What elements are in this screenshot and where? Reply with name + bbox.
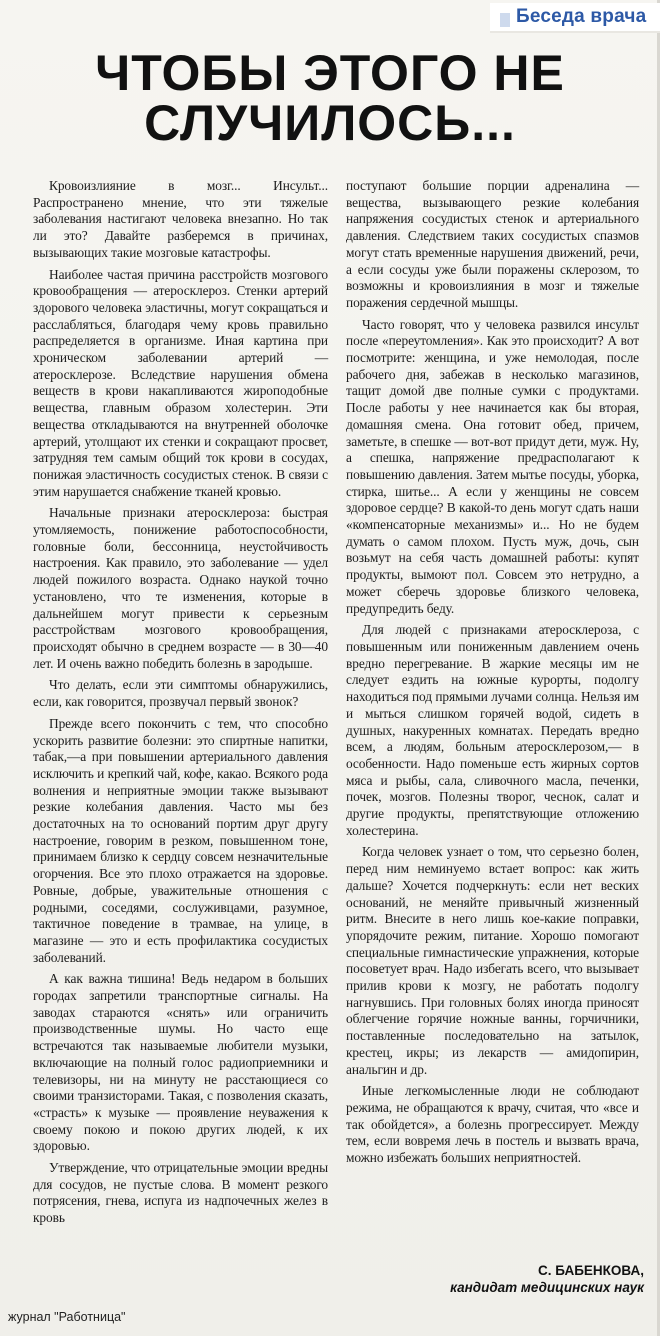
- article-title: [0, 45, 660, 151]
- paragraph: Иные легкомысленные люди не соблюдают режима, не обращаются к врачу, считая, что «все и так обойдется», а болезнь прогрессирует. Между тем, если вовремя лечь в постель и вызвать врача, можно избежать больших неприятностей.: [346, 1083, 639, 1166]
- paragraph: Утверждение, что отрицательные эмоции вредны для сосудов, не пустые слова. В момент резкого потрясения, гнева, испуга из надпочечных желез в кровь: [33, 1160, 328, 1226]
- paragraph: Для людей с признаками атеросклероза, с повышенным или пониженным давлением очень вредно перегревание. В жаркие месяцы им не следует ездить на южные курорты, подолгу находиться под прямыми лучами солнца. Нельзя им и мыться слишком горячей водой, сидеть в душных, накуренных комнатах. Передать вредно всем, а людям, больным атеросклерозом,— в особенности. Надо поменьше есть жирных сортов мяса и рыбы, сала, сливочного масла, печенки, почек, мозгов. Полезны творог, чеснок, салат и другие продукты, препятствующие отложению холестерина.: [346, 622, 639, 838]
- paragraph: Часто говорят, что у человека развился инсульт после «переутомления». Как это происходит? А вот посмотрите: женщина, и уже немолодая, после рабочего дня, забежав в несколько магазинов, тащит домой две полные сумки с продуктами. После работы у нее начинается как бы вторая, домашняя смена. Она готовит обед, причем, заметьте, в спешке — вот-вот придут дети, муж. Ну, а спешка, напряжение предрасполагают к повышению давления. Затем мытье посуды, уборка, стирка, шитье... А если у женщины не совсем здоровое сердце? В какой-то день могут сдать наши «компенсаторные механизмы» и... Но не будем думать о самом плохом. Пусть муж, дочь, сын возьмут на себя часть домашней работы: купят продукты, вымоют пол. Совсем это нетрудно, а может сберечь здоровье близкого человека, предупредить беду.: [346, 316, 639, 616]
- left-column: [33, 178, 328, 1232]
- paragraph: Начальные признаки атеросклероза: быстрая утомляемость, понижение работоспособности, головные боли, бессонница, неустойчивость настроения. Как правило, это заболевание — удел людей пожилого возраста. Однако наукой точно установлено, что те изменения, которые в дальнейшем могут привести к серьезным расстройствам мозгового кровообращения, происходят обычно в среднем возрасте — в 30—40 лет. И очень важно победить болезнь в зародыше.: [33, 505, 328, 671]
- paragraph: Прежде всего покончить с тем, что способно ускорить развитие болезни: это спиртные напитки, табак,—а при повышении артериального давления исключить и крепкий чай, кофе, какао. Всякого рода волнения и неприятные эмоции также вызывают резкие колебания давления. Часто мы без достаточных на то оснований портим друг другу настроение, говорим в резком, повышенном тоне, принимаем близко к сердцу совсем незначительные огорчения. Все это плохо отражается на здоровье. Ровные, добрые, уважительные отношения с родными, соседями, сослуживцами, разумное, тактичное поведение в трамвае, на улице, в магазине — это и есть профилактика сосудистых заболеваний.: [33, 715, 328, 965]
- paragraph: Когда человек узнает о том, что серьезно болен, перед ним неминуемо встает вопрос: как жить дальше? Хочется подчеркнуть: если нет веских оснований, не меняйте привычный жизненный ритм. Внесите в него лишь кое-какие поправки, упорядочите режим, питание. Хорошо помогают специальные гимнастические упражнения, которые посоветует врач. Надо избегать всего, что вызывает прилив крови к мозгу, не работать подолгу нагнувшись. При головных болях иногда приносят облегчение горячие ножные ванны, горчичники, поставленные последовательно на затылок, крестец, икры; из лекарств — амидопирин, анальгин и др.: [346, 844, 639, 1077]
- paragraph: Наиболее частая причина расстройств мозгового кровообращения — атеросклероз. Стенки артерий здорового человека эластичны, могут сокращаться и расслабляться, благодаря чему кровь правильно распределяется в организме. Иная картина при хроническом заболевании артерий — атеросклерозе. Вследствие нарушения обмена веществ в крови накапливаются жироподобные вещества, главным образом холестерин. Эти вещества откладываются на внутренней оболочке артерий, утолщают их стенки и сокращают просвет, затрудняя тем самым общий ток крови в сосудах, понижая эластичность сосудистых стенок. В связи с этим нарушается снабжение тканей кровью.: [33, 266, 328, 499]
- title-line-2: СЛУЧИЛОСЬ...: [144, 95, 516, 151]
- rubric-banner: [490, 3, 660, 33]
- source-caption: журнал "Работница": [8, 1310, 126, 1324]
- title-line-1: ЧТОБЫ ЭТОГО НЕ: [95, 45, 565, 101]
- paragraph: Кровоизлияние в мозг... Инсульт... Распространено мнение, что эти тяжелые заболевания настигают человека внезапно. Но так ли это? Давайте разберемся в причинах, вызывающих такие мозговые катастрофы.: [33, 178, 328, 260]
- paragraph: поступают большие порции адреналина — вещества, вызывающего резкие колебания напряжения сосудистых стенок и артериального давления. Следствием таких сосудистых спазмов могут стать временные нарушения движений, речи, а если сосуды уже были поражены склерозом, то возможны и кровоизлияния в мозг и тяжелые поражения сердечной мышцы.: [346, 178, 639, 310]
- rubric-label: Беседа врача: [516, 6, 647, 27]
- rubric-accent-bar: [500, 13, 510, 27]
- author-name: С. БАБЕНКОВА,: [538, 1263, 644, 1278]
- author-signature: [384, 1262, 644, 1296]
- paragraph: Что делать, если эти симптомы обнаружились, если, как говорится, прозвучал первый звонок?: [33, 677, 328, 710]
- paragraph: А как важна тишина! Ведь недаром в больших городах запретили транспортные сигналы. На заводах стараются «снять» или ограничить производственные шумы. Но часто еще встречаются так называемые любители музыки, включающие на полный голос радиоприемники и телевизоры, ни на минуту не расстающиеся со своими транзисторами. Такая, с позволения сказать, «страсть» к музыке — проявление неуважения к своему покою и покою других людей, к их здоровью.: [33, 971, 328, 1154]
- author-role: кандидат медицинских наук: [450, 1280, 644, 1295]
- right-column: [346, 178, 639, 1172]
